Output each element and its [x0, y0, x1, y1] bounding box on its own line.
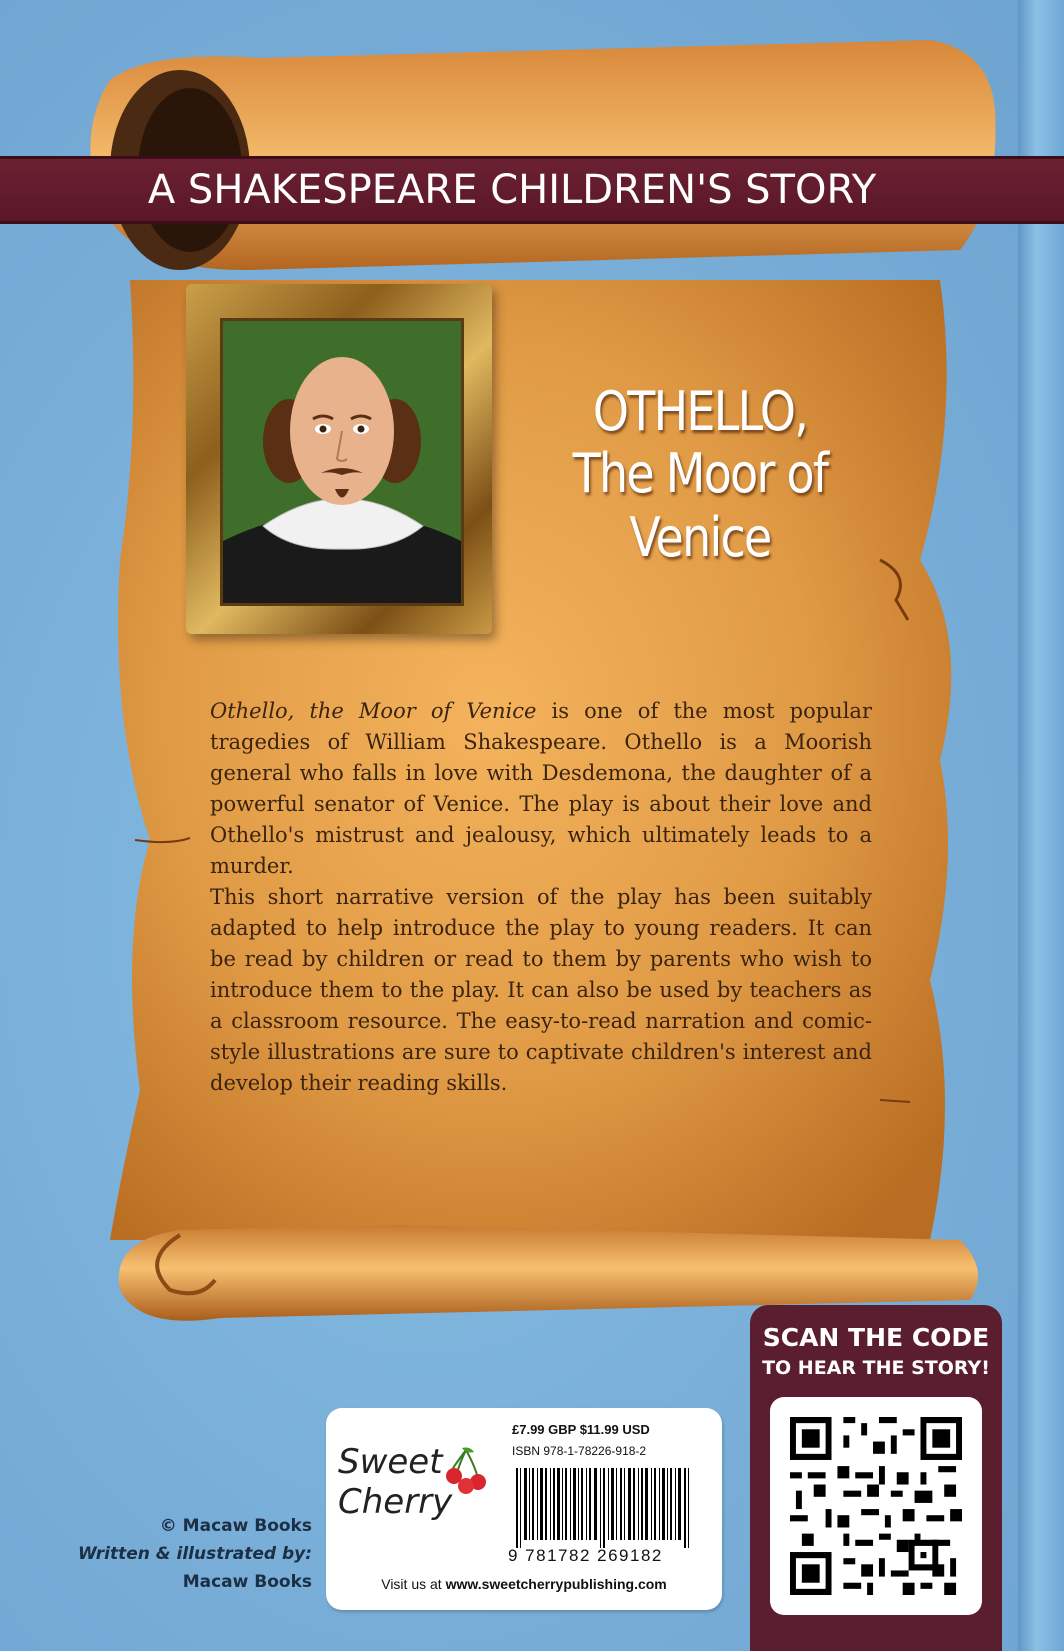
series-banner [0, 156, 1064, 224]
written-label: Written & illustrated by: [78, 1544, 312, 1564]
barcode-panel [326, 1408, 722, 1610]
qr-code-icon[interactable] [790, 1417, 962, 1595]
price-barcode-area [504, 1420, 710, 1566]
website-link[interactable]: www.sweetcherrypublishing.com [445, 1576, 667, 1592]
qr-panel [750, 1305, 1002, 1651]
series-title: A SHAKESPEARE CHILDREN'S STORY [147, 167, 877, 213]
barcode-number: 9 781782 269182 [508, 1546, 663, 1565]
cherry-icon [444, 1446, 492, 1496]
barcode-icon [510, 1468, 706, 1548]
author-line: Macaw Books [182, 1572, 312, 1592]
play-title-italic: Othello, the Moor of Venice [210, 699, 537, 723]
portrait-frame [186, 284, 492, 634]
description-paragraph-1-text: is one of the most popular tragedies of William Shakespeare. Othello is a Moorish general who falls in love with Desdemona, the daughter of a powerful senator of Venice. The play is about their love and Othello's mistrust and jealousy, which ultimately leads to a murder. [210, 699, 872, 878]
publisher-logo [326, 1408, 504, 1566]
book-title [480, 382, 920, 570]
copyright-line: © Macaw Books [159, 1516, 312, 1536]
publisher-name-line-1: Sweet [338, 1442, 443, 1482]
description-paragraph-1 [210, 696, 872, 882]
credits [78, 1512, 312, 1596]
qr-subheading: TO HEAR THE STORY! [762, 1357, 990, 1379]
shakespeare-portrait-icon [223, 321, 461, 603]
website-line [326, 1576, 722, 1592]
price-label: £7.99 GBP $11.99 USD [512, 1422, 650, 1437]
isbn-label: ISBN 978-1-78226-918-2 [512, 1444, 647, 1458]
description-paragraph-2: This short narrative version of the play has been suitably adapted to help introduce the play to young readers. It can be read by children or read to them by parents who wish to introduce them to the play. It can also be used by teachers as a classroom resource. The easy-to-read narration and comic-style illustrations are sure to captivate children's interest and develop their reading skills. [210, 885, 872, 1095]
title-line-1: OTHELLO, [592, 380, 808, 443]
publisher-name-line-2: Cherry [338, 1482, 453, 1522]
website-prefix: Visit us at [381, 1576, 446, 1592]
title-line-2: The Moor of Venice [572, 442, 828, 569]
qr-heading: SCAN THE CODE [762, 1323, 990, 1352]
portrait [220, 318, 464, 606]
qr-code-box[interactable] [770, 1397, 982, 1615]
